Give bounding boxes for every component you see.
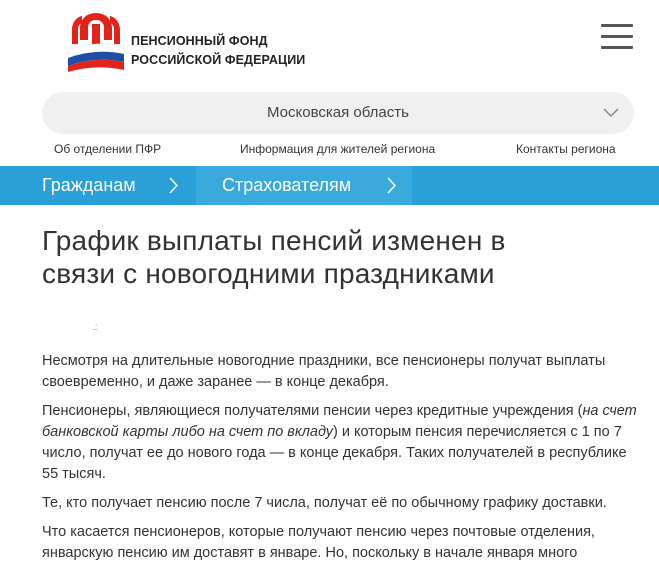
main-nav (0, 166, 659, 205)
article-text: ) и которым пенсия перечисляется с 1 по 7 число, получат ее до нового года — в конце декабря. Таких получателей в республике 55 тысяч. (42, 424, 627, 482)
site-header (0, 0, 659, 90)
region-select[interactable] (42, 92, 634, 134)
article-text: Пенсионеры, являющиеся получателями пенсии через кредитные учреждения ( (42, 403, 583, 419)
pfr-logo-icon[interactable] (66, 10, 126, 72)
page-title (42, 224, 622, 290)
chevron-down-icon (602, 104, 620, 120)
region-sub-links (0, 142, 659, 158)
org-name-line2: РОССИЙСКОЙ ФЕДЕРАЦИИ (131, 53, 306, 67)
link-about-branch[interactable]: Об отделении ПФР (54, 142, 162, 156)
link-region-contacts[interactable]: Контакты региона (516, 142, 616, 156)
chevron-right-icon (384, 166, 400, 205)
link-region-info[interactable]: Информация для жителей региона (240, 142, 436, 156)
article-paragraph: Несмотря на длительные новогодние праздники, все пенсионеры получат выплаты своевременно, и даже заранее — в конце декабря. (42, 353, 606, 390)
page-title-line1: График выплаты пенсий изменен в (42, 225, 506, 256)
nav-tab-insurers[interactable]: Страхователям (222, 175, 352, 195)
org-name-line1: ПЕНСИОННЫЙ ФОНД (131, 34, 268, 48)
hamburger-menu-icon[interactable] (601, 24, 633, 52)
chevron-right-icon (166, 166, 182, 205)
page-title-line2: связи с новогодними праздниками (42, 258, 495, 289)
nav-tab-citizens[interactable]: Гражданам (42, 175, 136, 195)
article-paragraph: Что касается пенсионеров, которые получают пенсию через почтовые отделения, январскую пенсию им доставят в январе. Но, поскольку в начале января много (42, 524, 595, 561)
article-paragraph (42, 401, 642, 485)
article-body (42, 351, 642, 572)
org-name (131, 32, 305, 70)
region-select-value: Московская область (267, 104, 409, 121)
article-paragraph: Те, кто получает пенсию после 7 числа, получат её по обычному графику доставки. (42, 495, 607, 511)
article-italic-text: на счет банковской карты либо на счет по вкладу (42, 403, 637, 440)
dots-divider: .: (93, 322, 97, 333)
